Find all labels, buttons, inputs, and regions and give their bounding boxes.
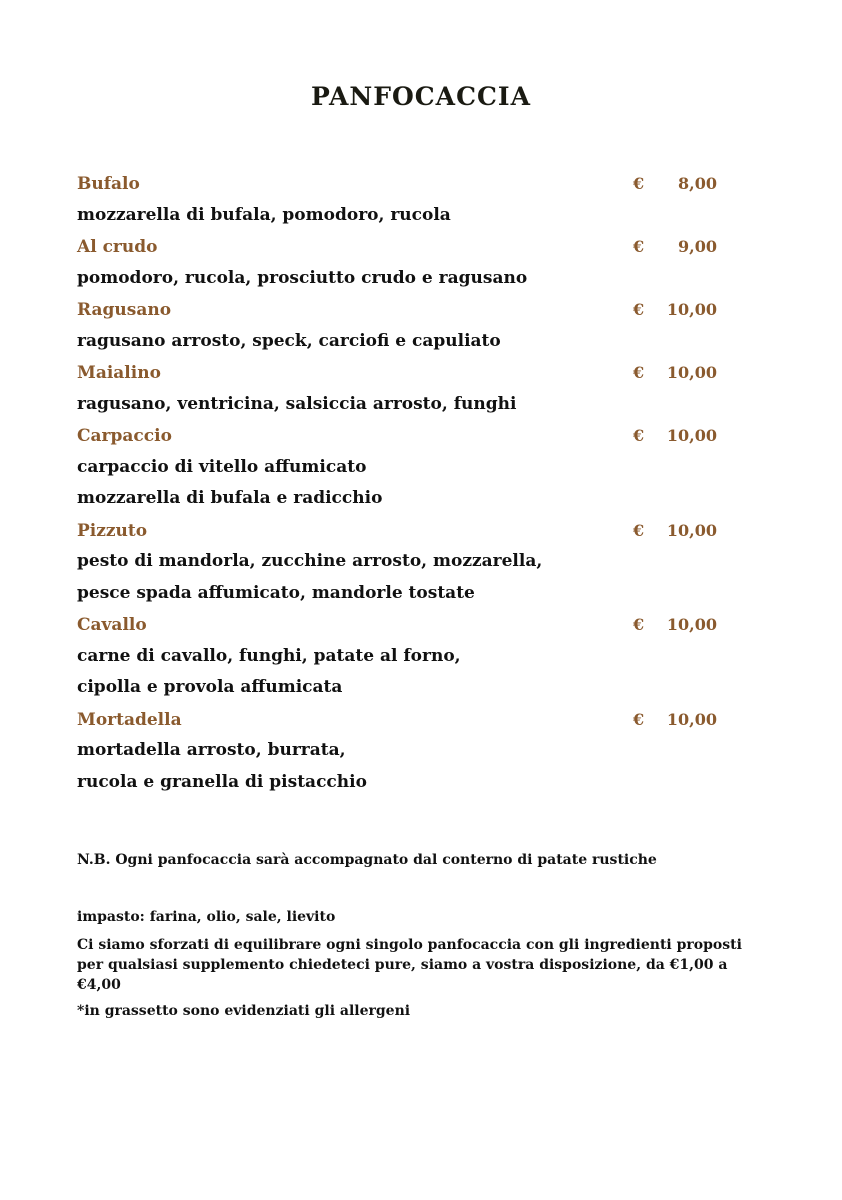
price-amount: 9,00	[678, 237, 717, 256]
menu-item-header	[77, 357, 717, 389]
currency-symbol: €	[633, 363, 645, 382]
price-amount: 10,00	[666, 363, 717, 382]
item-name: Pizzuto	[77, 520, 148, 541]
item-name: Ragusano	[77, 300, 172, 320]
item-description: cipolla e provola affumicata	[77, 677, 343, 697]
price-amount: 8,00	[678, 174, 717, 193]
price-amount: 10,00	[666, 300, 717, 319]
currency-symbol: €	[633, 709, 645, 729]
item-description: mozzarella di bufala, pomodoro, rucola	[77, 204, 451, 225]
item-description: ragusano arrosto, speck, carciofi e capuliato	[77, 330, 501, 351]
item-description: pesto di mandorla, zucchine arrosto, mozzarella,	[77, 551, 543, 571]
menu-item-header	[77, 704, 717, 736]
item-price	[633, 168, 717, 200]
menu-item-header	[77, 515, 717, 547]
supplement-note: Ci siamo sforzati di equilibrare ogni singolo panfocaccia con gli ingredienti proposti per qualsiasi supplemento chiedeteci pure, siamo a vostra disposizione, da €1,00 a €4,00	[77, 937, 742, 993]
item-description: rucola e granella di pistacchio	[77, 771, 367, 792]
dough-ingredients: impasto: farina, olio, sale, lievito	[77, 909, 336, 925]
menu-item-header	[77, 168, 717, 200]
currency-symbol: €	[633, 237, 645, 256]
currency-symbol: €	[633, 426, 645, 445]
info-section	[77, 909, 757, 1019]
item-name: Cavallo	[77, 615, 147, 635]
menu-item-header	[77, 231, 717, 263]
item-price	[633, 515, 717, 547]
item-name: Al crudo	[77, 237, 158, 257]
menu-item-header	[77, 609, 717, 641]
item-name: Maialino	[77, 363, 161, 383]
item-price	[633, 704, 717, 736]
item-price	[633, 357, 717, 389]
item-description: pesce spada affumicato, mandorle tostate	[77, 582, 475, 603]
menu-title: PANFOCACCIA	[311, 82, 531, 111]
item-price	[633, 231, 717, 263]
item-description: carpaccio di vitello affumicato	[77, 456, 367, 477]
item-name: Mortadella	[77, 709, 182, 730]
price-amount: 10,00	[666, 709, 717, 729]
menu-item-header	[77, 294, 717, 326]
item-price	[633, 609, 717, 641]
currency-symbol: €	[633, 520, 645, 540]
item-name: Bufalo	[77, 174, 140, 194]
menu-item-header	[77, 420, 717, 452]
item-description: mortadella arrosto, burrata,	[77, 740, 346, 760]
price-amount: 10,00	[666, 520, 717, 540]
item-price	[633, 420, 717, 452]
price-amount: 10,00	[666, 615, 717, 634]
item-price	[633, 294, 717, 326]
price-amount: 10,00	[666, 426, 717, 445]
currency-symbol: €	[633, 300, 645, 319]
side-dish-note: N.B. Ogni panfocaccia sarà accompagnato dal conterno di patate rustiche	[77, 852, 657, 868]
currency-symbol: €	[633, 174, 645, 193]
item-description: mozzarella di bufala e radicchio	[77, 488, 383, 508]
menu-list	[77, 168, 717, 798]
item-description: ragusano, ventricina, salsiccia arrosto, funghi	[77, 393, 517, 414]
currency-symbol: €	[633, 615, 645, 634]
item-name: Carpaccio	[77, 426, 172, 446]
item-description: carne di cavallo, funghi, patate al forno,	[77, 645, 461, 666]
item-description: pomodoro, rucola, prosciutto crudo e ragusano	[77, 267, 528, 288]
allergen-note: *in grassetto sono evidenziati gli allergeni	[77, 1003, 411, 1019]
